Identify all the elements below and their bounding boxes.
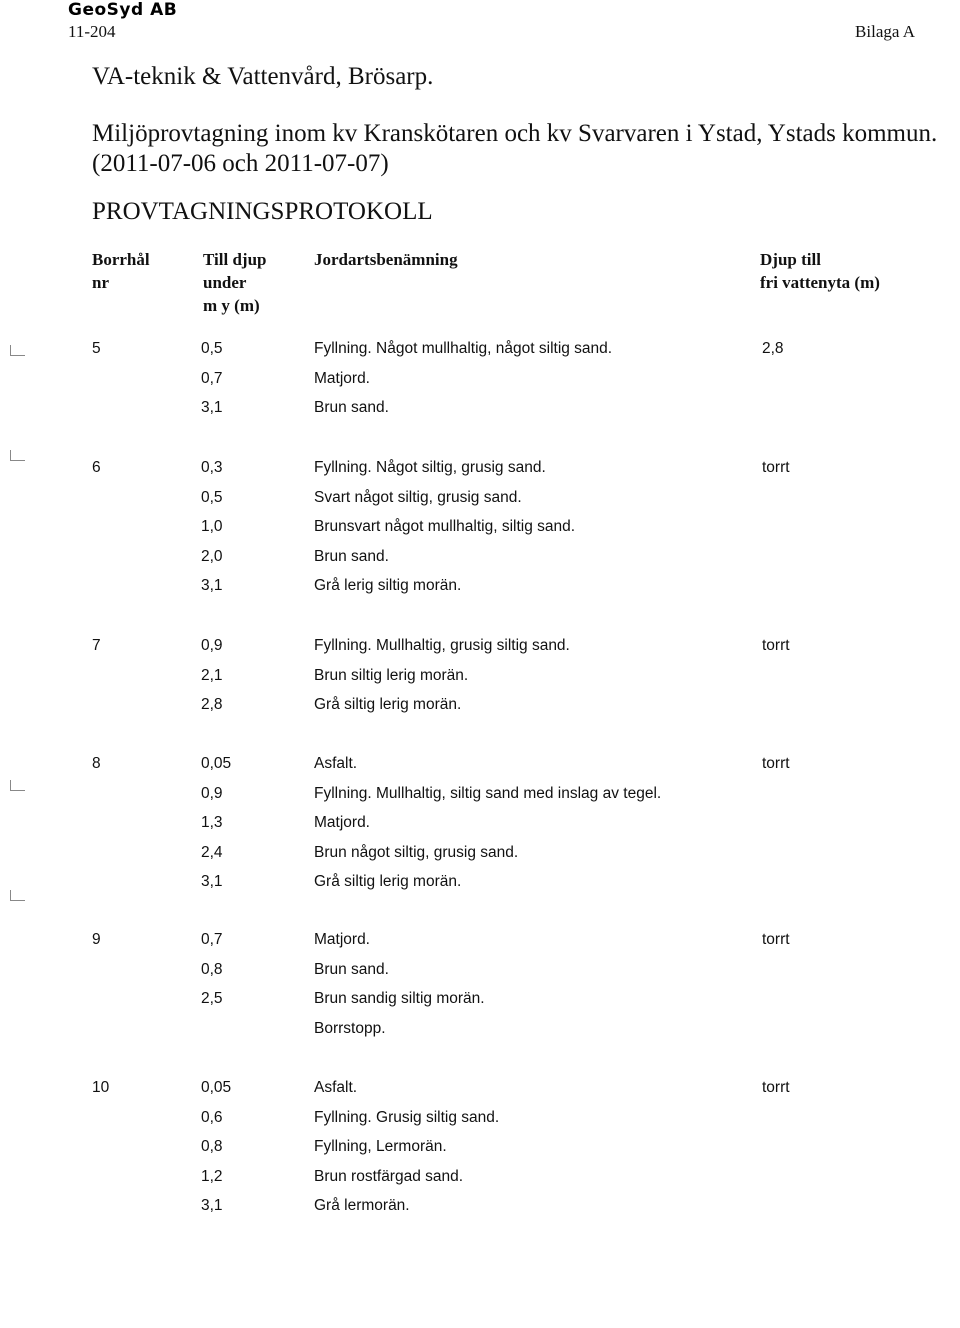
water-depth-value: torrt	[762, 755, 790, 772]
soil-description: Matjord.	[314, 370, 370, 387]
layer-depth: 3,1	[201, 873, 223, 890]
margin-mark	[10, 780, 25, 791]
appendix-label: Bilaga A	[855, 22, 915, 41]
protocol-title: PROVTAGNINGSPROTOKOLL	[92, 198, 433, 225]
borehole-number: 5	[92, 340, 101, 357]
water-depth-value: torrt	[762, 1079, 790, 1096]
layer-depth: 2,1	[201, 667, 223, 684]
borehole-number: 7	[92, 637, 101, 654]
borehole-number: 6	[92, 459, 101, 476]
borehole-number: 10	[92, 1079, 110, 1096]
soil-description: Fyllning. Grusig siltig sand.	[314, 1109, 500, 1126]
soil-description: Asfalt.	[314, 1079, 358, 1096]
soil-description: Brun sand.	[314, 961, 389, 978]
soil-description: Matjord.	[314, 931, 370, 948]
column-header-line: Djup till	[760, 250, 821, 269]
soil-description: Brun siltig lerig morän.	[314, 667, 469, 684]
project-title: Miljöprovtagning inom kv Kranskötaren och kv Svarvaren i Ystad, Ystads kommun.	[92, 120, 938, 147]
soil-description: Asfalt.	[314, 755, 358, 772]
margin-mark	[10, 450, 25, 461]
column-header-line: nr	[92, 273, 109, 292]
company-logo: GeoSyd AB	[68, 0, 178, 20]
layer-depth: 2,0	[201, 548, 223, 565]
margin-mark	[10, 890, 25, 901]
margin-mark	[10, 345, 25, 356]
soil-description: Grå lermorän.	[314, 1197, 410, 1214]
soil-description: Fyllning. Mullhaltig, siltig sand med inslag av tegel.	[314, 785, 662, 802]
soil-description: Brunsvart något mullhaltig, siltig sand.	[314, 518, 576, 535]
borehole-number: 9	[92, 931, 101, 948]
layer-depth: 2,8	[201, 696, 223, 713]
layer-depth: 2,5	[201, 990, 223, 1007]
layer-depth: 0,05	[201, 755, 232, 772]
column-header-line: Jordartsbenämning	[314, 250, 458, 269]
document-number: 11-204	[68, 22, 116, 41]
soil-description: Brun något siltig, grusig sand.	[314, 844, 519, 861]
soil-description: Matjord.	[314, 814, 370, 831]
soil-description: Grå siltig lerig morän.	[314, 696, 462, 713]
water-depth-value: torrt	[762, 459, 790, 476]
layer-depth: 3,1	[201, 399, 223, 416]
borehole-number: 8	[92, 755, 101, 772]
column-header-borehole	[92, 248, 150, 294]
layer-depth: 0,5	[201, 489, 223, 506]
layer-depth: 0,8	[201, 1138, 223, 1155]
layer-depth: 0,3	[201, 459, 223, 476]
water-depth-value: torrt	[762, 637, 790, 654]
water-depth-value: torrt	[762, 931, 790, 948]
soil-description: Brun rostfärgad sand.	[314, 1168, 464, 1185]
client-title: VA-teknik & Vattenvård, Brösarp.	[92, 63, 434, 90]
layer-depth: 2,4	[201, 844, 223, 861]
column-header-line: m y (m)	[203, 296, 260, 315]
column-header-water-depth	[760, 248, 880, 294]
water-depth-value: 2,8	[762, 340, 784, 357]
layer-depth: 0,8	[201, 961, 223, 978]
layer-depth: 0,05	[201, 1079, 232, 1096]
soil-description: Fyllning, Lermorän.	[314, 1138, 447, 1155]
layer-depth: 0,7	[201, 931, 223, 948]
soil-description: Grå lerig siltig morän.	[314, 577, 462, 594]
column-header-line: fri vattenyta (m)	[760, 273, 880, 292]
column-header-line: Borrhål	[92, 250, 150, 269]
layer-depth: 0,7	[201, 370, 223, 387]
layer-depth: 3,1	[201, 1197, 223, 1214]
layer-depth: 1,2	[201, 1168, 223, 1185]
layer-depth: 0,6	[201, 1109, 223, 1126]
column-header-soil	[314, 248, 458, 271]
soil-description: Fyllning. Något mullhaltig, något siltig sand.	[314, 340, 613, 357]
project-dates: (2011-07-06 och 2011-07-07)	[92, 150, 389, 177]
layer-depth: 0,9	[201, 637, 223, 654]
soil-description: Svart något siltig, grusig sand.	[314, 489, 522, 506]
soil-description: Fyllning. Mullhaltig, grusig siltig sand.	[314, 637, 570, 654]
soil-description: Brun sandig siltig morän.	[314, 990, 485, 1007]
layer-depth: 0,5	[201, 340, 223, 357]
soil-description: Grå siltig lerig morän.	[314, 873, 462, 890]
soil-description: Brun sand.	[314, 548, 389, 565]
column-header-line: under	[203, 273, 247, 292]
soil-description: Borrstopp.	[314, 1020, 386, 1037]
column-header-line: Till djup	[203, 250, 267, 269]
layer-depth: 1,3	[201, 814, 223, 831]
soil-description: Brun sand.	[314, 399, 389, 416]
soil-description: Fyllning. Något siltig, grusig sand.	[314, 459, 546, 476]
layer-depth: 0,9	[201, 785, 223, 802]
column-header-depth	[203, 248, 266, 317]
layer-depth: 3,1	[201, 577, 223, 594]
layer-depth: 1,0	[201, 518, 223, 535]
